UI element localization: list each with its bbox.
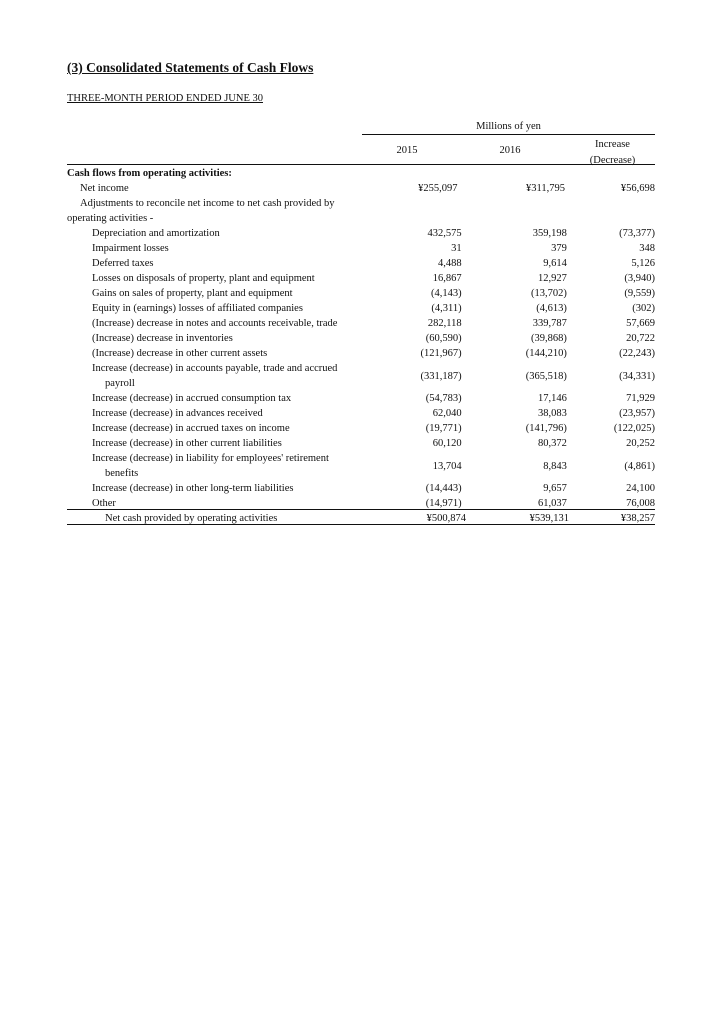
value-change: ¥56,698 — [620, 183, 655, 194]
table-row — [67, 316, 655, 331]
value-2016: 80,372 — [538, 438, 567, 449]
table-row — [67, 331, 655, 346]
table-row — [67, 436, 655, 451]
total-2016: ¥539,131 — [529, 513, 569, 524]
value-2015: 282,118 — [427, 318, 462, 329]
value-change: (4,861) — [624, 460, 655, 472]
value-2016: 9,614 — [543, 258, 567, 269]
row-label: Deferred taxes — [92, 258, 154, 269]
table-row — [67, 346, 655, 361]
column-header-change-line1: Increase — [595, 139, 630, 150]
value-2015: (60,590) — [425, 333, 462, 344]
row-label: Increase (decrease) in accrued taxes on income — [92, 423, 290, 434]
row-label: Impairment losses — [92, 243, 169, 254]
value-2015: (54,783) — [425, 393, 462, 404]
value-2016: 12,927 — [538, 273, 567, 284]
value-2015: (14,971) — [425, 498, 462, 509]
value-2016: (144,210) — [525, 348, 567, 359]
value-change: 20,252 — [626, 438, 655, 449]
row-label: Increase (decrease) in accrued consumption tax — [92, 393, 292, 404]
total-rule-top — [67, 509, 655, 510]
table-row — [67, 451, 655, 481]
row-label: Depreciation and amortization — [92, 228, 220, 239]
row-label: (Increase) decrease in other current assets — [92, 348, 268, 359]
value-2016: 9,657 — [543, 483, 567, 494]
row-label: (Increase) decrease in inventories — [92, 333, 233, 344]
row-label-line1: Increase (decrease) in liability for employees' retirement — [92, 453, 329, 464]
value-2016: 38,083 — [538, 408, 567, 419]
value-2015: 16,867 — [432, 273, 462, 284]
unit-header: Millions of yen — [476, 121, 541, 132]
value-change: 24,100 — [626, 483, 655, 494]
header-rule — [67, 164, 655, 165]
value-2016: 17,146 — [538, 393, 567, 404]
value-2015: (4,311) — [431, 303, 462, 314]
value-2015: (19,771) — [425, 423, 462, 434]
value-change: 348 — [639, 243, 655, 254]
period-subtitle: THREE-MONTH PERIOD ENDED JUNE 30 — [67, 93, 263, 104]
column-header-change-line2: (Decrease) — [589, 155, 636, 166]
table-row — [67, 271, 655, 286]
value-change: (73,377) — [619, 228, 655, 239]
value-change: 76,008 — [626, 498, 655, 509]
row-label — [67, 361, 365, 391]
row-label: Net income — [80, 183, 129, 194]
value-change: (3,940) — [624, 273, 655, 284]
value-change: 71,929 — [626, 393, 655, 404]
row-label: Losses on disposals of property, plant and equipment — [92, 273, 315, 284]
value-2015: (4,143) — [430, 288, 462, 299]
value-2015: 432,575 — [427, 228, 462, 239]
row-label: Increase (decrease) in other long-term liabilities — [92, 483, 294, 494]
table-row — [67, 361, 655, 391]
table-row — [67, 241, 655, 256]
row-label: Other — [92, 498, 116, 509]
value-2015: (331,187) — [420, 370, 462, 382]
row-label — [67, 451, 365, 481]
value-2016: (39,868) — [531, 333, 567, 344]
table-row — [67, 181, 655, 196]
value-change: (122,025) — [613, 423, 655, 434]
value-2015: 62,040 — [432, 408, 462, 419]
row-label: Increase (decrease) in advances received — [92, 408, 263, 419]
value-2016: ¥311,795 — [526, 183, 566, 194]
page-title: (3) Consolidated Statements of Cash Flows — [67, 60, 314, 75]
value-2016: (13,702) — [531, 288, 567, 299]
total-rule-bottom — [67, 524, 655, 525]
value-2016: 8,843 — [543, 460, 567, 472]
value-change: 20,722 — [626, 333, 655, 344]
row-label: Equity in (earnings) losses of affiliated companies — [92, 303, 303, 314]
table-row — [67, 196, 655, 211]
value-2016: (141,796) — [525, 423, 567, 434]
row-label-continuation: operating activities - — [67, 213, 154, 224]
cash-flow-table — [67, 166, 655, 526]
total-change: ¥38,257 — [620, 513, 655, 524]
value-change: 5,126 — [631, 258, 655, 269]
column-header-2015: 2015 — [396, 145, 418, 156]
row-label: Adjustments to reconcile net income to net cash provided by — [80, 198, 335, 209]
value-change: (34,331) — [619, 370, 655, 382]
value-2015: (121,967) — [420, 348, 462, 359]
value-2016: 359,198 — [532, 228, 567, 239]
section-row — [67, 166, 655, 181]
value-2015: 13,704 — [432, 460, 462, 472]
row-label-line1: Increase (decrease) in accounts payable, trade and accrued — [92, 363, 338, 374]
value-2016: (365,518) — [525, 370, 567, 382]
value-change: (23,957) — [619, 408, 655, 419]
value-2016: 339,787 — [532, 318, 567, 329]
value-change: (9,559) — [624, 288, 655, 299]
value-2015: 4,488 — [437, 258, 462, 269]
value-2015: 60,120 — [432, 438, 462, 449]
column-header-2016: 2016 — [499, 145, 521, 156]
table-row — [67, 286, 655, 301]
table-row — [67, 481, 655, 496]
table-row-continuation — [67, 211, 655, 226]
table-row — [67, 256, 655, 271]
value-2016: (4,613) — [536, 303, 567, 314]
table-row — [67, 421, 655, 436]
value-change: (302) — [632, 303, 655, 314]
section-heading: Cash flows from operating activities: — [67, 168, 232, 179]
table-row — [67, 226, 655, 241]
value-change: (22,243) — [619, 348, 655, 359]
unit-rule — [362, 134, 655, 135]
value-2015: ¥255,097 — [418, 183, 458, 194]
row-label: (Increase) decrease in notes and accounts receivable, trade — [92, 318, 338, 329]
value-2016: 379 — [551, 243, 567, 254]
row-label: Increase (decrease) in other current liabilities — [92, 438, 282, 449]
row-label-line2: payroll — [105, 378, 135, 389]
value-2016: 61,037 — [538, 498, 567, 509]
row-label-line2: benefits — [105, 468, 139, 479]
value-2015: 31 — [451, 243, 462, 254]
table-row — [67, 391, 655, 406]
row-label: Gains on sales of property, plant and equipment — [92, 288, 293, 299]
total-2015: ¥500,874 — [426, 513, 467, 524]
total-label: Net cash provided by operating activities — [105, 513, 278, 524]
value-change: 57,669 — [626, 318, 655, 329]
table-row — [67, 301, 655, 316]
value-2015: (14,443) — [425, 483, 462, 494]
table-row — [67, 406, 655, 421]
